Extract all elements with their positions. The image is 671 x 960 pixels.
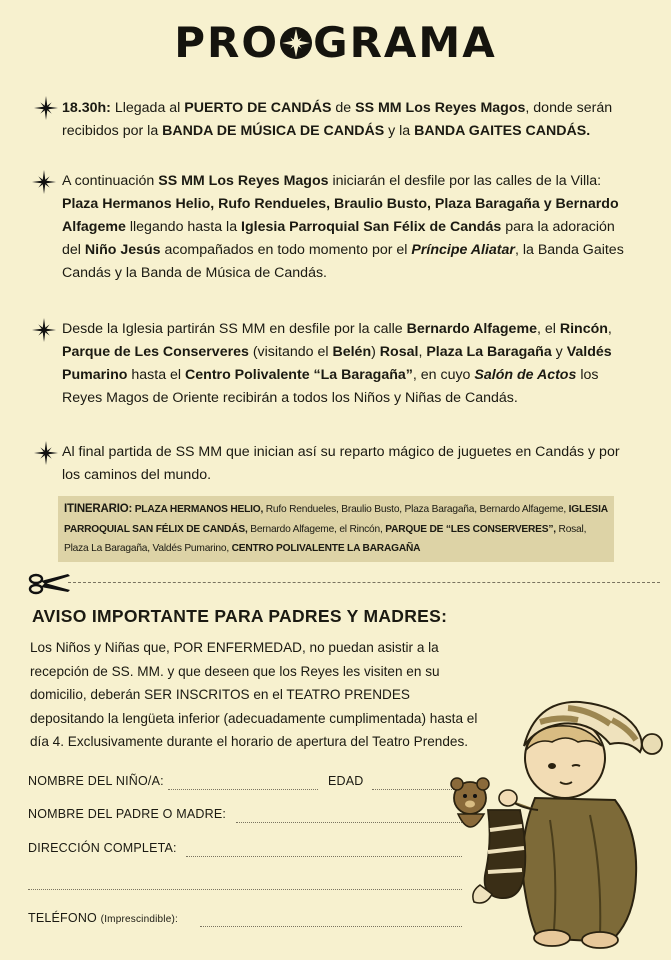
itin-b1: PLAZA HERMANOS HELIO, — [132, 504, 264, 515]
star-bullet-icon — [32, 170, 56, 194]
p3-b1: Bernardo Alfageme — [406, 321, 537, 337]
p1-b4: BANDA GAITES CANDÁS. — [414, 123, 591, 139]
address-line-1[interactable] — [186, 856, 462, 857]
p3-t8: hasta el — [127, 367, 186, 383]
p3-b7: Valdés Pumarino — [62, 344, 612, 383]
p2-b2: Plaza Hermanos Helio, Rufo Rendueles, Braulio Busto, Plaza Baragaña y Bernardo Alfageme — [62, 196, 619, 235]
p1-b1: PUERTO DE CANDÁS — [184, 100, 332, 116]
p2-t4: para la adoración del — [62, 219, 615, 258]
itin-t1: Rufo Rendueles, Braulio Busto, Plaza Baragaña, Bernardo Alfageme, — [263, 504, 566, 515]
p3-b4: Belén — [332, 344, 372, 360]
paragraph-2 — [62, 170, 637, 285]
itin-b3: PARQUE DE “LES CONSERVERES”, — [382, 523, 556, 535]
cut-line — [68, 582, 660, 583]
star-bullet-icon — [34, 96, 58, 120]
scissors-icon — [28, 570, 72, 596]
phone-label — [28, 911, 178, 925]
p3-b8: Centro Polivalente “La Baragaña” — [185, 367, 413, 383]
p4-t1: Al final partida de SS MM que inician así su reparto mágico de juguetes en Candás y por los caminos del mundo. — [62, 444, 620, 483]
p3-t9: , en cuyo — [412, 367, 475, 383]
p1-time: 18.30h: — [62, 100, 111, 116]
p3-i1: Salón de Actos — [474, 367, 577, 383]
p1-t4: y la — [384, 123, 415, 139]
p2-b4: Niño Jesús — [84, 242, 161, 258]
p1-t2: de — [331, 100, 356, 116]
itinerary-box — [58, 496, 614, 562]
phone-line[interactable] — [200, 926, 462, 927]
itin-b4: CENTRO POLIVALENTE LA BARAGAÑA — [228, 543, 421, 554]
p3-b3: Parque de Les Conserveres — [62, 344, 249, 360]
child-with-teddy-illustration — [440, 680, 665, 950]
p2-t2: iniciarán el desfile por las calles de la Villa: — [328, 173, 602, 189]
paragraph-1 — [62, 97, 637, 143]
p3-t3: , — [607, 321, 612, 337]
address-line-2[interactable] — [28, 889, 462, 890]
notice-title: AVISO IMPORTANTE PARA PADRES Y MADRES: — [32, 606, 448, 626]
itin-t3: Rosal, Plaza La Baragaña, Valdés Pumarino, — [64, 523, 587, 554]
p1-t3: , donde serán recibidos por la — [62, 100, 613, 139]
itinerary-head: ITINERARIO: — [64, 503, 133, 515]
parent-name-label: NOMBRE DEL PADRE O MADRE: — [28, 807, 227, 821]
p2-t3: llegando hasta la — [125, 219, 242, 235]
p1-t1: Llegada al — [110, 100, 185, 116]
paragraph-4 — [62, 441, 637, 487]
p3-t6: , — [418, 344, 427, 360]
title-part-2: GRAMA — [313, 18, 497, 67]
p2-b3: Iglesia Parroquial San Félix de Candás — [241, 219, 502, 235]
p1-b2: SS MM Los Reyes Magos — [355, 100, 526, 116]
p2-b1: SS MM Los Reyes Magos — [158, 173, 329, 189]
p3-t1: Desde la Iglesia partirán SS MM en desfile por la calle — [62, 321, 407, 337]
p3-t5: ) — [371, 344, 380, 360]
age-label: EDAD — [328, 774, 364, 788]
star-icon — [279, 26, 313, 60]
title-part-1: PRO — [174, 18, 280, 67]
itin-b2: IGLESIA PARROQUIAL SAN FÉLIX DE CANDÁS, — [64, 504, 608, 535]
p1-b3: BANDA DE MÚSICA DE CANDÁS — [162, 123, 385, 139]
phone-label-text: TELÉFONO — [28, 911, 97, 925]
child-name-label: NOMBRE DEL NIÑO/A: — [28, 774, 164, 788]
p3-b2: Rincón — [559, 321, 608, 337]
address-label: DIRECCIÓN COMPLETA: — [28, 841, 177, 855]
p2-t6: , la Banda Gaites Candás y la Banda de Música de Candás. — [62, 242, 624, 281]
child-name-line[interactable] — [168, 789, 318, 790]
star-bullet-icon — [32, 318, 56, 342]
p3-b6: Plaza La Baragaña — [426, 344, 552, 360]
paragraph-3 — [62, 318, 637, 410]
p2-t1: A continuación — [62, 173, 159, 189]
p2-t5: acompañados en todo momento por el — [160, 242, 412, 258]
p3-t7: y — [551, 344, 567, 360]
p3-t2: , el — [536, 321, 560, 337]
star-bullet-icon — [34, 441, 58, 465]
phone-note: (Imprescindible): — [100, 914, 178, 925]
itin-t2: Bernardo Alfageme, el Rincón, — [247, 523, 383, 535]
p2-i1: Príncipe Aliatar — [411, 242, 515, 258]
notice-text: Los Niños y Niñas que, POR ENFERMEDAD, no puedan asistir a la recepción de SS. MM. y que deseen que los Reyes les visiten en su domicilio, deberán SER INSCRITOS en el TEATRO PRENDES depositando la lengüeta inferior (adecuadamente cumplimentada) hasta el día 4. Exclusivamente durante el horario de apertura del Teatro Prendes. — [30, 640, 478, 749]
p3-t10: los Reyes Magos de Oriente recibirán a todos los Niños y Niñas de Candás. — [62, 367, 599, 406]
p3-b5: Rosal — [379, 344, 419, 360]
parent-name-line[interactable] — [236, 822, 462, 823]
p3-t4: (visitando el — [248, 344, 333, 360]
page-title — [0, 18, 671, 67]
